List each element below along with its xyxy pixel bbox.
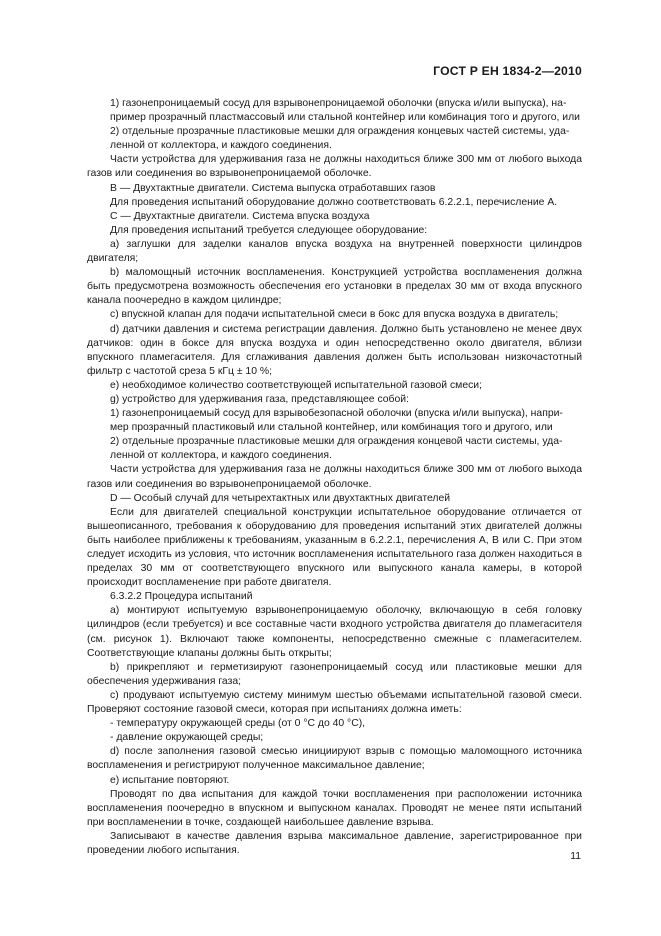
- paragraph: Записывают в качестве давления взрыва максимальное давление, зарегистрированное при проведении любого испытания.: [87, 830, 582, 856]
- paragraph: - температуру окружающей среды (от 0 °C до 40 °C),: [110, 718, 366, 730]
- paragraph: 2) отдельные прозрачные пластиковые мешки для ограждения концевых частей системы, уда-: [110, 126, 570, 138]
- paragraph: D — Особый случай для четырехтактных или двухтактных двигателей: [110, 492, 451, 504]
- paragraph: пример прозрачный пластмассовый или стальной контейнер или комбинация того и другого, или: [110, 112, 580, 124]
- paragraph: e) необходимое количество соответствующей испытательной газовой смеси;: [110, 379, 482, 391]
- paragraph: d) после заполнения газовой смесью инициируют взрыв с помощью маломощного источника воспламенения и регистрируют полученное максимальное давление;: [87, 746, 582, 772]
- paragraph: b) прикрепляют и герметизируют газонепроницаемый сосуд или пластиковые мешки для обеспечения удерживания газа;: [87, 661, 582, 687]
- document-body: [87, 97, 582, 858]
- page-number: 11: [570, 851, 581, 862]
- paragraph: 6.3.2.2 Процедура испытаний: [110, 591, 253, 603]
- paragraph: c) продувают испытуемую систему минимум шестью объемами испытательной газовой смеси. Проверяют состояние газовой смеси, которая при испытаниях должна иметь:: [87, 689, 582, 716]
- paragraph: Части устройства для удерживания газа не должны находиться ближе 300 мм от любого выхода газов или соединения во взрывонепроницаемой оболочке.: [87, 154, 582, 180]
- document-code: ГОСТ Р ЕН 1834-2—2010: [433, 64, 582, 78]
- paragraph: Части устройства для удерживания газа не должны находиться ближе 300 мм от любого выхода газов или соединения во взрывонепроницаемой оболочке.: [87, 464, 582, 490]
- paragraph: 1) газонепроницаемый сосуд для взрывонепроницаемой оболочки (впуска и/или выпуска), на-: [110, 98, 567, 109]
- paragraph: ленной от коллектора, и каждого соединения.: [110, 140, 332, 152]
- paragraph: Если для двигателей специальной конструкции испытательное оборудование отличается от вышеописанного, требования к оборудованию для проведения испытаний этих двигателей должны быть наиболее приближены к требованиям, указанным в 6.2.2.1, перечисления A, B или C. При этом следует исходить из условия, что источник воспламенения испытательного газа должен находиться в пределах 30 мм от соответствующего впускного или выпускного канала камеры, в которой происходит воспламенение при работе двигателя.: [87, 506, 582, 589]
- paragraph: 2) отдельные прозрачные пластиковые мешки для ограждения концевой части системы, уда-: [110, 436, 563, 448]
- paragraph: a) заглушки для заделки каналов впуска воздуха на внутренней поверхности цилиндров двигателя;: [87, 238, 582, 265]
- paragraph: Для проведения испытаний требуется следующее оборудование:: [110, 224, 428, 236]
- paragraph: e) испытание повторяют.: [110, 774, 230, 786]
- paragraph: b) маломощный источник воспламенения. Конструкцией устройства воспламенения должна быть предусмотрена возможность обеспечения его установки в пределах 30 мм от входа впускного канала поочередно в каждом цилиндре;: [87, 267, 582, 307]
- paragraph: ленной от коллектора, и каждого соединения.: [110, 450, 332, 462]
- paragraph: C — Двухтактные двигатели. Система впуска воздуха: [110, 210, 370, 222]
- paragraph: d) датчики давления и система регистрации давления. Должно быть установлено не менее двух датчиков: один в боксе для впуска воздуха и один непосредственно около двигателя, вблизи впускного пламегасителя. Для сглаживания давления должен быть использован низкочастотный фильтр с частотой среза 5 кГц ± 10 %;: [87, 323, 582, 377]
- paragraph: - давление окружающей среды;: [110, 732, 264, 744]
- paragraph: Для проведения испытаний оборудование должно соответствовать 6.2.2.1, перечисление A.: [110, 196, 558, 208]
- paragraph: g) устройство для удерживания газа, представляющее собой:: [110, 393, 409, 405]
- paragraph: Проводят по два испытания для каждой точки воспламенения при расположении источника воспламенения поочередно в впускном и выпускном каналах. Проводят не менее пяти испытаний при воспламенении в точке, создающей наибольшее давление взрыва.: [87, 788, 582, 828]
- paragraph: a) монтируют испытуемую взрывонепроницаемую оболочку, включающую в себя головку цилиндров (если требуется) и все составные части входного устройства двигателя до пламегасителя (см. рисунок 1). Включают также компоненты, непосредственно смежные с пламегасителем. Соответствующие клапаны должны быть открыты;: [87, 605, 582, 659]
- paragraph: c) впускной клапан для подачи испытательной смеси в бокс для впуска воздуха в двигатель;: [110, 309, 559, 321]
- paragraph: 1) газонепроницаемый сосуд для взрывобезопасной оболочки (впуска и/или выпуска), напри-: [110, 408, 563, 420]
- paragraph: B — Двухтактные двигатели. Система выпуска отработавших газов: [110, 182, 436, 194]
- paragraph: мер прозрачный пластиковый или стальной контейнер, или комбинация того и другого, или: [110, 422, 553, 434]
